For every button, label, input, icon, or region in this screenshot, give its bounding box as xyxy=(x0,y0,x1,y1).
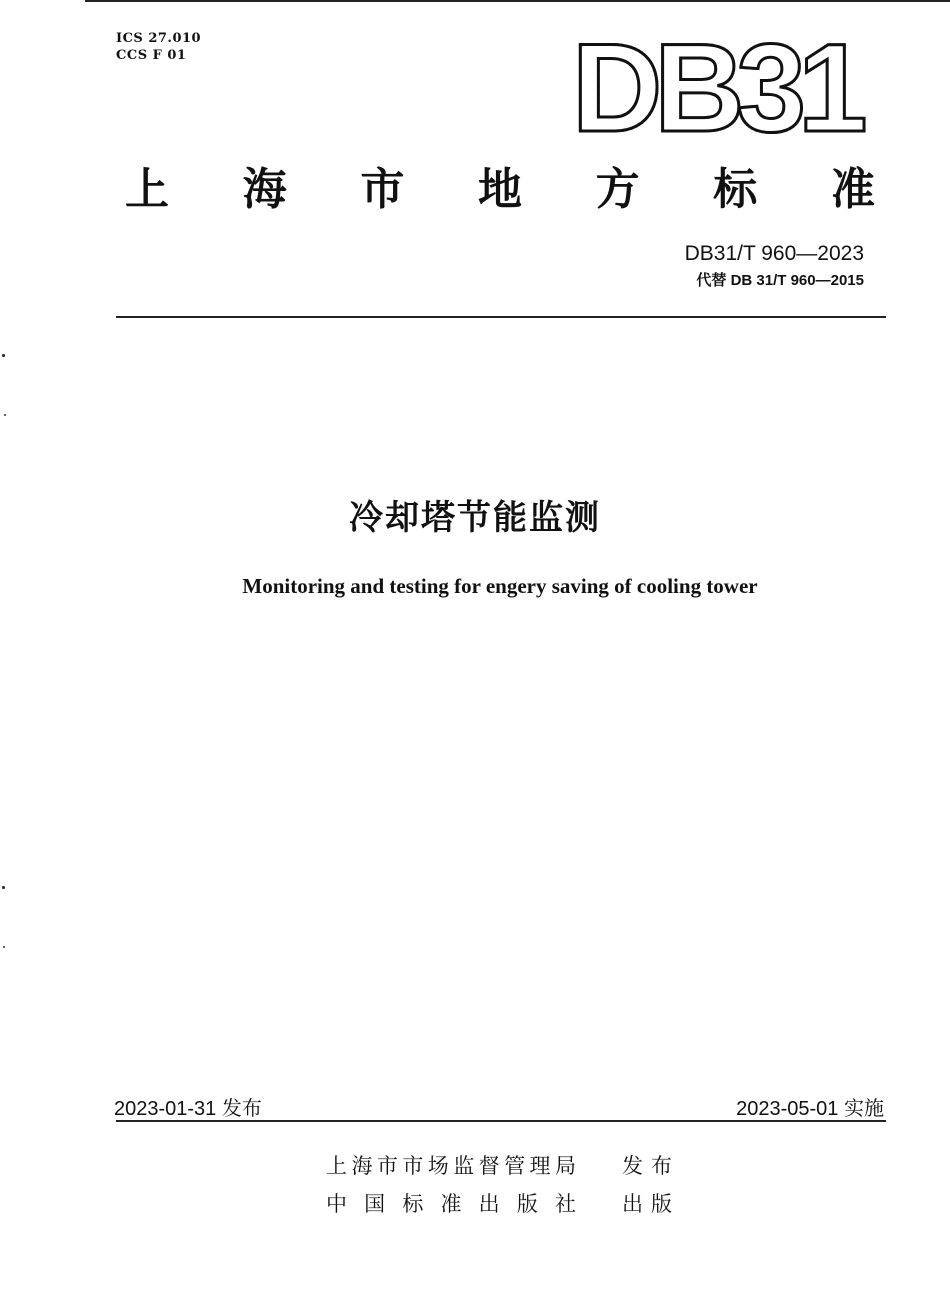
standard-type-char: 准 xyxy=(830,164,875,215)
standard-type-char: 上 xyxy=(125,164,169,215)
standard-number: DB31/T 960—2023 xyxy=(684,242,864,265)
standard-type-char: 方 xyxy=(595,164,640,215)
standard-type-char: 市 xyxy=(360,164,405,215)
db31-logo: DB31 xyxy=(572,24,862,154)
publisher-org: 中国标准出版社 xyxy=(326,1192,576,1216)
document-title-english: Monitoring and testing for engery saving of cooling tower xyxy=(242,574,758,598)
publisher-line xyxy=(326,1188,672,1218)
publisher-role: 出版 xyxy=(622,1192,672,1216)
standard-type-char: 海 xyxy=(242,164,287,215)
scan-mark xyxy=(4,414,6,416)
standard-code-block xyxy=(685,240,864,292)
ics-code: ICS 27.010 xyxy=(116,31,202,46)
standard-type-heading xyxy=(125,160,875,220)
footer-divider xyxy=(116,1120,886,1122)
scan-mark xyxy=(2,886,5,889)
top-border-line xyxy=(85,0,950,2)
classification-codes xyxy=(116,30,201,64)
replaces-standard: 代替 DB 31/T 960—2015 xyxy=(696,272,864,289)
publisher-org: 上海市市场监督管理局 xyxy=(326,1154,576,1178)
scan-mark xyxy=(2,354,5,357)
document-title-chinese: 冷却塔节能监测 xyxy=(349,498,601,538)
issue-date: 2023-01-31 发布 xyxy=(114,1098,262,1120)
standard-type-char: 标 xyxy=(713,164,758,215)
standard-type-char: 地 xyxy=(477,164,522,215)
publisher-line xyxy=(326,1150,672,1180)
header-divider xyxy=(116,316,886,318)
implementation-date: 2023-05-01 实施 xyxy=(736,1098,884,1120)
publisher-role: 发布 xyxy=(622,1154,672,1178)
ccs-code: CCS F 01 xyxy=(116,48,187,63)
scan-mark xyxy=(3,946,5,948)
